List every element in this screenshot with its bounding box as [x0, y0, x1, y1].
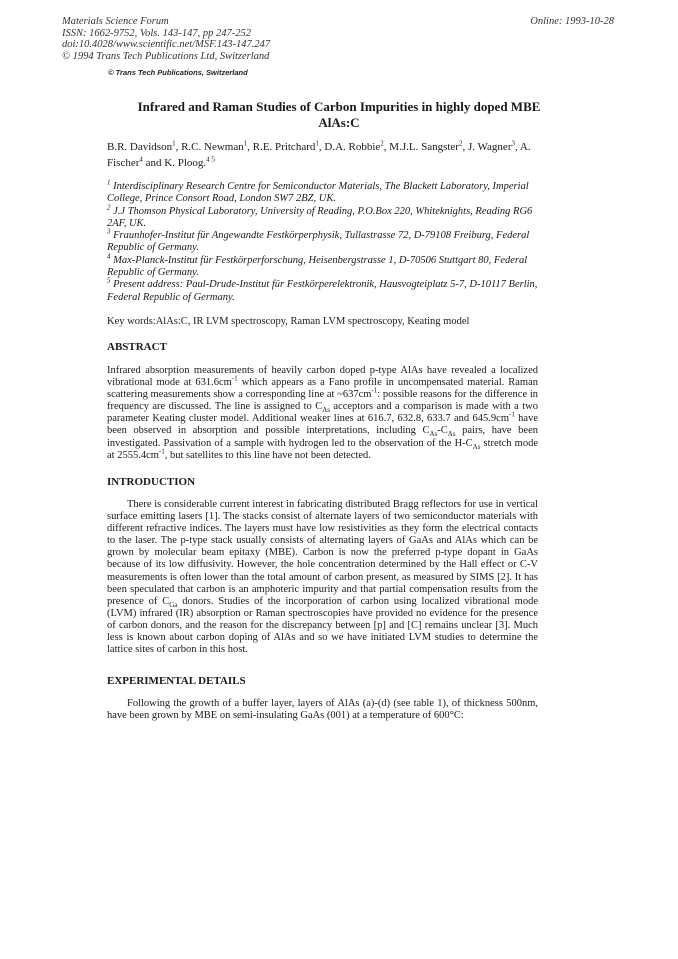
journal-name: Materials Science Forum — [62, 16, 169, 27]
title-line-1: Infrared and Raman Studies of Carbon Impurities in highly doped MBE — [137, 99, 541, 114]
copyright-line: © 1994 Trans Tech Publications Ltd, Switzerland — [62, 50, 270, 62]
journal-header — [62, 16, 270, 62]
abstract-heading: ABSTRACT — [107, 341, 167, 353]
author: K. Ploog.$^{4 5}$ — [164, 155, 215, 169]
affiliation-item: $^4$ Max-Planck-Institut für Festkörperforschung, Heisenbergstrasse 1, D-70506 Stuttgart 80, Federal Republic of Germany. — [107, 252, 528, 279]
paper-title — [100, 99, 578, 131]
publisher-line: © Trans Tech Publications, Switzerland — [108, 68, 248, 77]
author: A. Fischer$^4$ and — [107, 141, 531, 169]
author: R.C. Newman$^1$, — [181, 139, 253, 153]
author: J. Wagner$^3$, — [467, 139, 520, 153]
author: R.E. Pritchard$^1$, — [252, 139, 325, 153]
introduction-heading: INTRODUCTION — [107, 476, 196, 488]
affiliations — [107, 178, 547, 304]
experimental-heading: EXPERIMENTAL DETAILS — [107, 675, 246, 687]
affiliation-item: $^5$ Present address: Paul-Drude-Institut für Festkörperelektronik, Hausvogteiplatz 5-7, D-10117 Berlin, Federal Republic of Germany. — [107, 276, 538, 303]
title-line-2: AlAs:C — [318, 115, 360, 130]
doi-line: doi:10.4028/www.scientific.net/MSF.143-147.247 — [62, 39, 271, 50]
introduction-text: There is considerable current interest in fabricating distributed Bragg reflectors for use in vertical surface emitting lasers [1]. The stacks consist of alternate layers of two semiconductor materials with different refractive indices. The layers must have low resistivities as they form the electrical contacts to the laser. The p-type stack usually consists of alternating layers of GaAs and AlAs which can be grown by molecular beam epitaxy (MBE). Carbon is now the preferred p-type dopant in GaAs because of its low diffusivity. However, the hole concentration determined by the Hall effect or C-V measurements is often lower than the total amount of carbon present, as measured by SIMS [2]. It has been speculated that carbon is an amphoteric impurity and that partial compensation results from the presence of $C_{Ga}$ donors. Studies of the incorporation of carbon using localized vibrational mode (LVM) infrared (IR) absorption or Raman spectroscopies have provided no evidence for the presence of carbon donors, and the reason for the discrepancy between [p] and [C] remains unclear [3]. Much less is known about carbon doping of AlAs and so we have initiated LVM studies to determine the lattice sites of carbon in this host. — [107, 499, 538, 656]
online-date: Online: 1993-10-28 — [530, 16, 614, 27]
author: B.R. Davidson$^1$, — [107, 139, 182, 153]
affiliation-item: $^3$ Fraunhofer-Institut für Angewandte Festkörperphysik, Tullastrasse 72, D-79108 Freiburg, Federal Republic of Germany. — [107, 227, 530, 254]
author: M.J.L. Sangster$^2$, — [389, 139, 468, 153]
experimental-text: Following the growth of a buffer layer, layers of AlAs (a)-(d) (see table 1), of thickness 500nm, have been grown by MBE on semi-insulating GaAs (001) at a temperature of 600°C: — [107, 698, 538, 722]
affiliation-item: $^1$ Interdisciplinary Research Centre for Semiconductor Materials, The Blackett Laboratory, Imperial College, Prince Consort Road, London SW7 2BZ, UK. — [107, 178, 529, 205]
author-list — [107, 139, 547, 171]
affiliation-item: $^2$ J.J Thomson Physical Laboratory, University of Reading, P.O.Box 220, Whiteknights, Reading RG6 2AF, UK. — [107, 203, 533, 229]
issn-line: ISSN: 1662-9752, Vols. 143-147, pp 247-252 — [62, 27, 251, 39]
author: D.A. Robbie$^2$, — [324, 139, 390, 153]
keywords-line: Key words:AlAs:C, IR LVM spectroscopy, Raman LVM spectroscopy, Keating model — [107, 316, 470, 327]
abstract-text: Infrared absorption measurements of heavily carbon doped p-type AlAs have revealed a localized vibrational mode at $631.6cm^{-1}$ which appears as a Fano profile in uncompensated material. Raman scattering measurements show a corresponding line at $\sim 637cm^{-1}$: possible reasons for the difference in frequency are discussed. The line is assigned to $C_{As}$ acceptors and a comparison is made with a two parameter Keating cluster model. Additional weaker lines at 616.7, 632.8, 633.7 and $645.9cm^{-1}$ have been observed in absorption and possible interpretations, including $C_{As}-C_{As}$ pairs, have been investigated. Passivation of a sample with hydrogen led to the observation of the $H-C_{As}$ stretch mode at $2555.4cm^{-1}$, but satellites to this line have not been detected. — [107, 365, 539, 461]
